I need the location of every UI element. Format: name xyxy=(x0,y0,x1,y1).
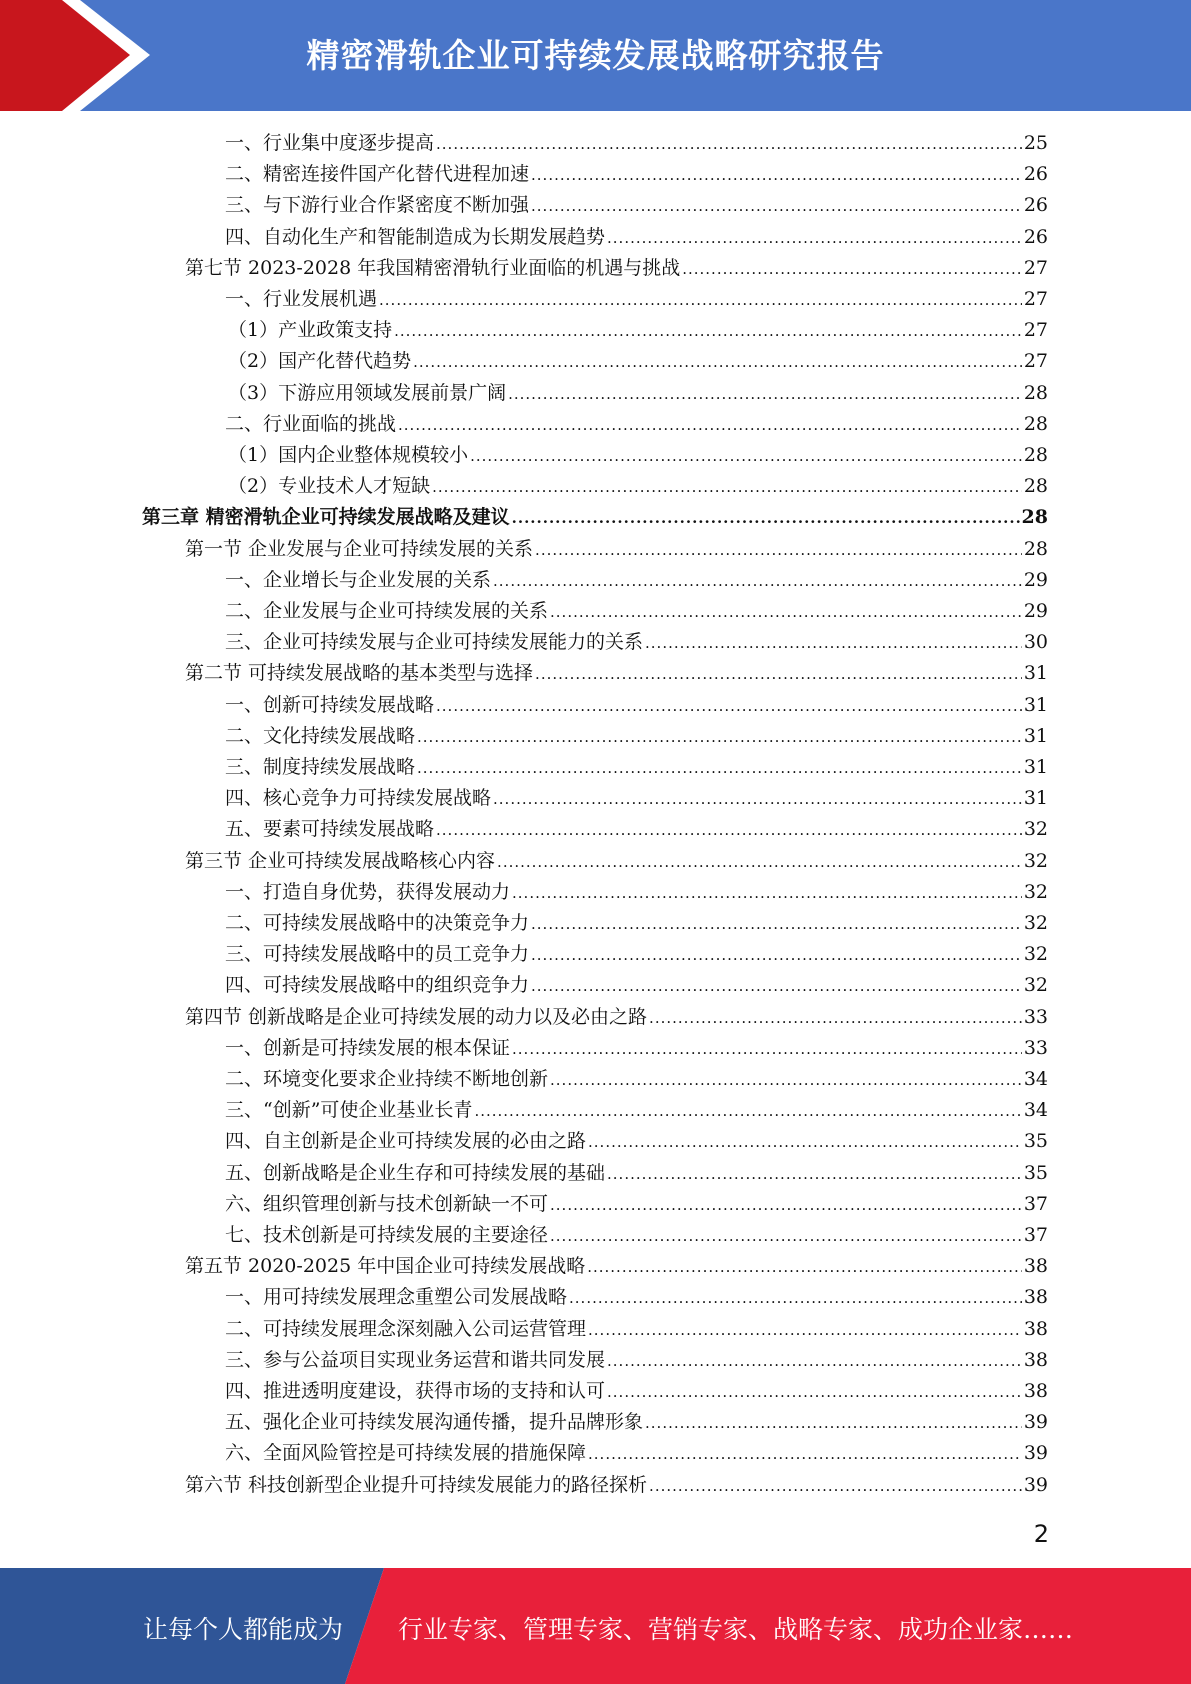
toc-entry-page: 27 xyxy=(1023,350,1048,372)
toc-dot-leader xyxy=(493,566,1022,597)
toc-entry[interactable] xyxy=(185,1251,1048,1282)
toc-entry-page: 31 xyxy=(1023,694,1048,716)
toc-entry-title: 三、可持续发展战略中的员工竞争力 xyxy=(225,943,530,965)
toc-entry-title: 四、自动化生产和智能制造成为长期发展趋势 xyxy=(225,226,606,248)
toc-entry-page: 28 xyxy=(1023,444,1048,466)
toc-entry[interactable] xyxy=(225,565,1048,596)
toc-entry-page: 28 xyxy=(1023,382,1048,404)
toc-dot-leader xyxy=(512,878,1022,909)
toc-dot-leader xyxy=(436,815,1022,846)
toc-entry-title: 五、创新战略是企业生存和可持续发展的基础 xyxy=(225,1162,606,1184)
toc-entry-page: 33 xyxy=(1023,1006,1048,1028)
footer-slogan-right: 行业专家、管理专家、营销专家、战略专家、成功企业家…… xyxy=(398,1615,1074,1644)
toc-entry-title: 一、创新可持续发展战略 xyxy=(225,694,435,716)
toc-entry[interactable] xyxy=(225,1345,1048,1376)
toc-entry[interactable] xyxy=(185,1470,1048,1501)
toc-entry-title: 二、精密连接件国产化替代进程加速 xyxy=(225,163,530,185)
toc-entry-title: 二、文化持续发展战略 xyxy=(225,725,416,747)
toc-entry-page: 35 xyxy=(1023,1130,1048,1152)
toc-dot-leader xyxy=(588,1127,1022,1158)
toc-dot-leader xyxy=(436,129,1022,160)
toc-entry-page: 38 xyxy=(1023,1380,1048,1402)
toc-entry-title: 二、行业面临的挑战 xyxy=(225,413,397,435)
toc-entry-page: 32 xyxy=(1023,881,1048,903)
toc-entry-page: 38 xyxy=(1023,1349,1048,1371)
toc-dot-leader xyxy=(607,1159,1022,1190)
toc-entry[interactable] xyxy=(225,814,1048,845)
toc-entry-page: 31 xyxy=(1023,756,1048,778)
toc-entry-page: 37 xyxy=(1023,1193,1048,1215)
toc-entry[interactable] xyxy=(225,1376,1048,1407)
toc-dot-leader xyxy=(535,659,1022,690)
toc-entry-page: 31 xyxy=(1023,662,1048,684)
toc-dot-leader xyxy=(379,285,1022,316)
toc-entry[interactable] xyxy=(225,222,1048,253)
toc-entry-page: 33 xyxy=(1023,1037,1048,1059)
toc-entry[interactable] xyxy=(225,409,1048,440)
toc-entry-page: 37 xyxy=(1023,1224,1048,1246)
toc-entry-page: 28 xyxy=(1021,506,1048,528)
toc-entry[interactable] xyxy=(225,1189,1048,1220)
toc-dot-leader xyxy=(682,254,1022,285)
toc-entry-page: 31 xyxy=(1023,725,1048,747)
toc-dot-leader xyxy=(587,1252,1022,1283)
toc-entry-page: 26 xyxy=(1023,194,1048,216)
toc-entry-title: 一、用可持续发展理念重塑公司发展战略 xyxy=(225,1286,568,1308)
toc-entry-page: 32 xyxy=(1023,943,1048,965)
toc-dot-leader xyxy=(588,1439,1022,1470)
toc-entry-title: 四、可持续发展战略中的组织竞争力 xyxy=(225,974,530,996)
toc-entry[interactable] xyxy=(225,1158,1048,1189)
toc-entry-title: 一、行业集中度逐步提高 xyxy=(225,132,435,154)
toc-entry[interactable] xyxy=(228,471,1048,502)
toc-entry-title: 一、行业发展机遇 xyxy=(225,288,378,310)
toc-entry[interactable] xyxy=(185,658,1048,689)
toc-dot-leader xyxy=(417,753,1022,784)
toc-dot-leader xyxy=(550,1221,1022,1252)
toc-dot-leader xyxy=(432,472,1022,503)
toc-entry-page: 32 xyxy=(1023,818,1048,840)
toc-entry-page: 32 xyxy=(1023,912,1048,934)
toc-dot-leader xyxy=(569,1283,1022,1314)
toc-entry[interactable] xyxy=(225,783,1048,814)
toc-entry-page: 27 xyxy=(1023,257,1048,279)
toc-entry-title: 二、环境变化要求企业持续不断地创新 xyxy=(225,1068,549,1090)
toc-dot-leader xyxy=(607,1377,1022,1408)
toc-entry[interactable] xyxy=(225,1314,1048,1345)
toc-entry-title: 一、企业增长与企业发展的关系 xyxy=(225,569,492,591)
toc-entry-title: （1）产业政策支持 xyxy=(228,319,393,341)
toc-entry-title: 第二节 可持续发展战略的基本类型与选择 xyxy=(185,662,534,684)
toc-entry-page: 26 xyxy=(1023,226,1048,248)
toc-dot-leader xyxy=(535,535,1022,566)
toc-entry-page: 28 xyxy=(1023,538,1048,560)
toc-dot-leader xyxy=(607,1346,1022,1377)
toc-entry[interactable] xyxy=(185,1002,1048,1033)
toc-entry-title: （2）国产化替代趋势 xyxy=(228,350,412,372)
toc-entry-title: 四、自主创新是企业可持续发展的必由之路 xyxy=(225,1130,587,1152)
toc-entry-title: 六、全面风险管控是可持续发展的措施保障 xyxy=(225,1442,587,1464)
toc-entry[interactable] xyxy=(228,440,1048,471)
toc-entry-page: 29 xyxy=(1023,600,1048,622)
toc-entry[interactable] xyxy=(142,502,1048,533)
toc-entry[interactable] xyxy=(225,190,1048,221)
toc-entry[interactable] xyxy=(185,534,1048,565)
toc-entry-title: 五、要素可持续发展战略 xyxy=(225,818,435,840)
toc-entry-title: 三、“创新”可使企业基业长青 xyxy=(225,1099,473,1121)
toc-entry-title: 四、推进透明度建设，获得市场的支持和认可 xyxy=(225,1380,606,1402)
toc-dot-leader xyxy=(550,597,1022,628)
toc-entry[interactable] xyxy=(225,1064,1048,1095)
toc-dot-leader xyxy=(512,1034,1022,1065)
toc-entry-title: 三、与下游行业合作紧密度不断加强 xyxy=(225,194,530,216)
toc-dot-leader xyxy=(645,628,1022,659)
toc-entry-page: 35 xyxy=(1023,1162,1048,1184)
toc-dot-leader xyxy=(550,1190,1022,1221)
toc-entry[interactable] xyxy=(225,596,1048,627)
toc-entry[interactable] xyxy=(225,627,1048,658)
toc-entry[interactable] xyxy=(225,1033,1048,1064)
toc-entry[interactable] xyxy=(225,877,1048,908)
toc-entry[interactable] xyxy=(225,128,1048,159)
toc-dot-leader xyxy=(398,410,1022,441)
toc-entry[interactable] xyxy=(225,721,1048,752)
toc-entry-title: 二、可持续发展战略中的决策竞争力 xyxy=(225,912,530,934)
toc-entry[interactable] xyxy=(185,846,1048,877)
toc-entry-page: 30 xyxy=(1023,631,1048,653)
toc-entry-title: 三、制度持续发展战略 xyxy=(225,756,416,778)
toc-entry-title: 七、技术创新是可持续发展的主要途径 xyxy=(225,1224,549,1246)
toc-entry[interactable] xyxy=(228,346,1048,377)
toc-entry[interactable] xyxy=(225,1282,1048,1313)
toc-dot-leader xyxy=(497,847,1022,878)
toc-dot-leader xyxy=(531,191,1022,222)
toc-entry-page: 26 xyxy=(1023,163,1048,185)
toc-entry-page: 39 xyxy=(1023,1442,1048,1464)
toc-dot-leader xyxy=(474,1096,1021,1127)
toc-entry-title: 四、核心竞争力可持续发展战略 xyxy=(225,787,492,809)
toc-entry-page: 38 xyxy=(1023,1286,1048,1308)
toc-entry-page: 32 xyxy=(1023,974,1048,996)
toc-entry[interactable] xyxy=(185,253,1048,284)
toc-dot-leader xyxy=(493,784,1022,815)
report-header xyxy=(0,0,1191,111)
toc-dot-leader xyxy=(607,223,1022,254)
toc-entry[interactable] xyxy=(225,1438,1048,1469)
toc-entry-title: 六、组织管理创新与技术创新缺一不可 xyxy=(225,1193,549,1215)
toc-entry[interactable] xyxy=(225,752,1048,783)
toc-entry-title: 第三章 精密滑轨企业可持续发展战略及建议 xyxy=(142,506,510,528)
toc-dot-leader xyxy=(436,691,1022,722)
toc-entry-page: 39 xyxy=(1023,1411,1048,1433)
toc-entry[interactable] xyxy=(228,315,1048,346)
toc-dot-leader xyxy=(649,1003,1022,1034)
toc-entry-page: 34 xyxy=(1023,1068,1048,1090)
report-footer xyxy=(0,1568,1191,1684)
toc-dot-leader xyxy=(550,1065,1022,1096)
toc-dot-leader xyxy=(531,909,1022,940)
page-number: 2 xyxy=(1033,1520,1049,1548)
toc-entry-title: 一、创新是可持续发展的根本保证 xyxy=(225,1037,511,1059)
toc-entry-page: 38 xyxy=(1023,1255,1048,1277)
toc-entry[interactable] xyxy=(225,1095,1048,1126)
toc-entry-title: 第三节 企业可持续发展战略核心内容 xyxy=(185,850,496,872)
toc-dot-leader xyxy=(531,940,1022,971)
toc-entry-page: 28 xyxy=(1023,413,1048,435)
toc-dot-leader xyxy=(413,347,1022,378)
footer-slogan-left: 让每个人都能成为 xyxy=(143,1615,344,1644)
toc-dot-leader xyxy=(531,971,1022,1002)
toc-entry[interactable] xyxy=(225,970,1048,1001)
toc-entry[interactable] xyxy=(228,378,1048,409)
report-title: 精密滑轨企业可持续发展战略研究报告 xyxy=(306,36,885,75)
toc-entry-title: 第四节 创新战略是企业可持续发展的动力以及必由之路 xyxy=(185,1006,648,1028)
toc-entry-page: 39 xyxy=(1023,1474,1048,1496)
toc-entry[interactable] xyxy=(225,159,1048,190)
toc-entry[interactable] xyxy=(225,908,1048,939)
toc-dot-leader xyxy=(645,1408,1022,1439)
toc-entry-title: 一、打造自身优势，获得发展动力 xyxy=(225,881,511,903)
toc-entry-title: 三、参与公益项目实现业务运营和谐共同发展 xyxy=(225,1349,606,1371)
toc-entry-title: 第七节 2023-2028 年我国精密滑轨行业面临的机遇与挑战 xyxy=(185,257,681,279)
toc-entry-page: 32 xyxy=(1023,850,1048,872)
toc-dot-leader xyxy=(508,379,1022,410)
toc-entry-page: 34 xyxy=(1023,1099,1048,1121)
toc-entry-title: （1）国内企业整体规模较小 xyxy=(228,444,469,466)
toc-entry-page: 27 xyxy=(1023,288,1048,310)
toc-dot-leader xyxy=(394,316,1022,347)
toc-entry-page: 38 xyxy=(1023,1318,1048,1340)
toc-entry-title: 三、企业可持续发展与企业可持续发展能力的关系 xyxy=(225,631,644,653)
toc-entry[interactable] xyxy=(225,1220,1048,1251)
toc-dot-leader xyxy=(470,441,1022,472)
toc-entry[interactable] xyxy=(225,939,1048,970)
toc-entry-title: （2）专业技术人才短缺 xyxy=(228,475,431,497)
toc-entry-page: 28 xyxy=(1023,475,1048,497)
toc-dot-leader xyxy=(512,503,1020,534)
toc-dot-leader xyxy=(649,1471,1022,1502)
toc-entry-title: 五、强化企业可持续发展沟通传播，提升品牌形象 xyxy=(225,1411,644,1433)
toc-entry[interactable] xyxy=(225,284,1048,315)
toc-dot-leader xyxy=(417,722,1022,753)
toc-entry-page: 25 xyxy=(1023,132,1048,154)
toc-entry[interactable] xyxy=(225,1126,1048,1157)
toc-entry[interactable] xyxy=(225,690,1048,721)
toc-entry-title: 第一节 企业发展与企业可持续发展的关系 xyxy=(185,538,534,560)
toc-entry-title: 二、企业发展与企业可持续发展的关系 xyxy=(225,600,549,622)
toc-entry-title: 二、可持续发展理念深刻融入公司运营管理 xyxy=(225,1318,587,1340)
toc-entry-page: 29 xyxy=(1023,569,1048,591)
toc-entry-title: （3）下游应用领域发展前景广阔 xyxy=(228,382,507,404)
toc-entry-title: 第六节 科技创新型企业提升可持续发展能力的路径探析 xyxy=(185,1474,648,1496)
toc-dot-leader xyxy=(588,1315,1022,1346)
toc-entry[interactable] xyxy=(225,1407,1048,1438)
toc-entry-page: 31 xyxy=(1023,787,1048,809)
toc-dot-leader xyxy=(531,160,1022,191)
toc-entry-page: 27 xyxy=(1023,319,1048,341)
toc-entry-title: 第五节 2020-2025 年中国企业可持续发展战略 xyxy=(185,1255,586,1277)
